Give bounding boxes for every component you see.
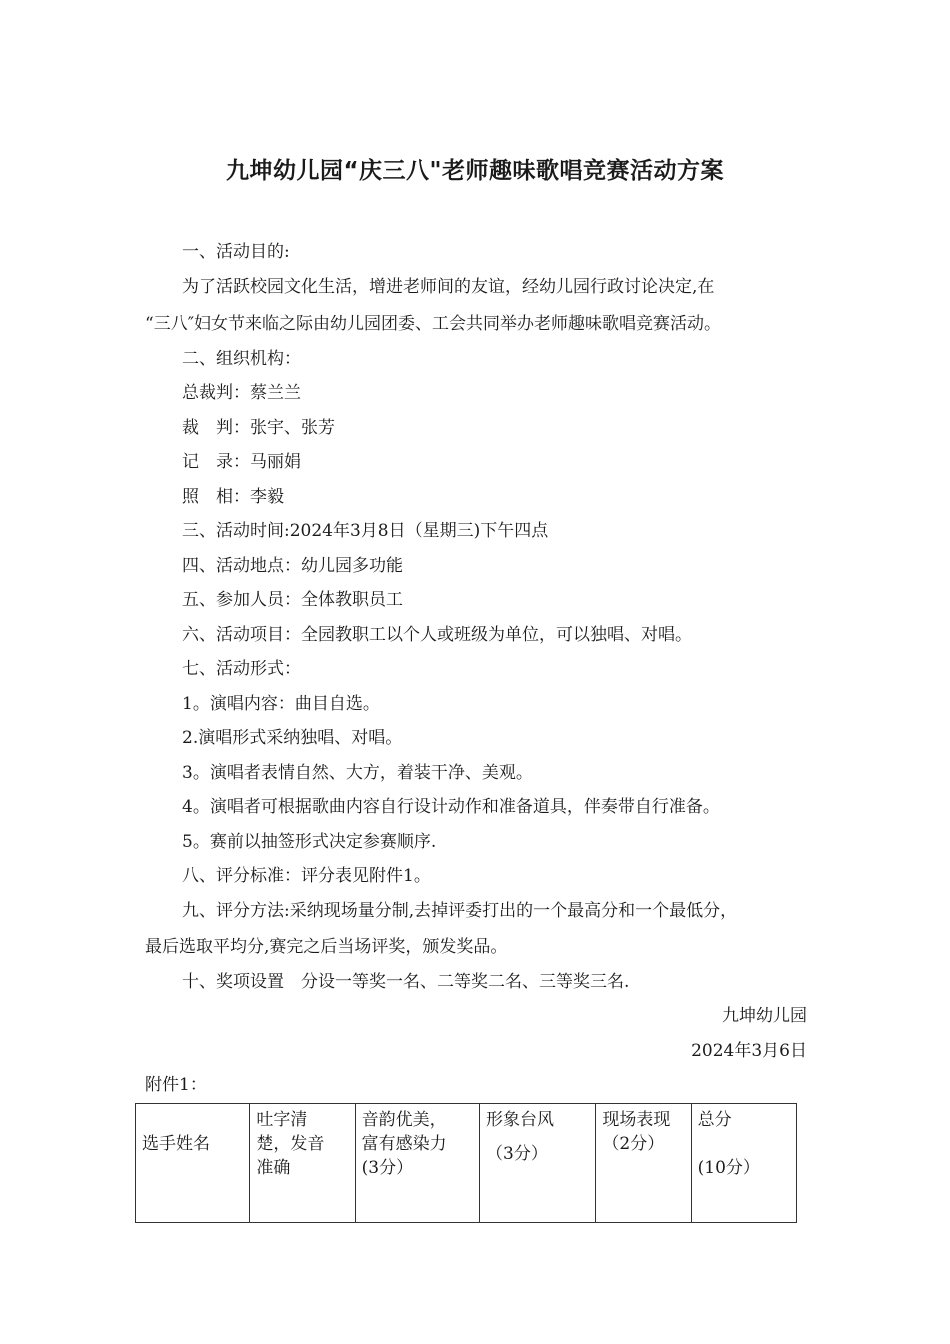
header-live-performance: 现场表现 （2分） bbox=[596, 1104, 691, 1223]
format-item-4: 4。演唱者可根据歌曲内容自行设计动作和准备道具，伴奏带自行准备。 bbox=[182, 797, 720, 817]
format-item-5: 5。赛前以抽签形式决定参赛顺序. bbox=[182, 832, 437, 852]
activity-time: 三、活动时间:2024年3月8日（星期三)下午四点 bbox=[182, 521, 549, 541]
attachment-label: 附件1： bbox=[145, 1075, 207, 1095]
recorder: 记 录：马丽娟 bbox=[182, 452, 301, 472]
format-item-1: 1。演唱内容：曲目自选。 bbox=[182, 694, 380, 714]
section-format-heading: 七、活动形式： bbox=[182, 659, 301, 679]
page-title: 九坤幼儿园“庆三八"老师趣味歌唱竞赛活动方案 bbox=[225, 158, 725, 184]
signature-org: 九坤幼儿园 bbox=[722, 1006, 807, 1026]
header-pronunciation: 吐字清 楚，发音 准确 bbox=[250, 1104, 355, 1223]
scoring-method-1: 九、评分方法:采纳现场量分制,去掉评委打出的一个最高分和一个最低分， bbox=[182, 901, 738, 921]
scoring-standard: 八、评分标准：评分表见附件1。 bbox=[182, 866, 431, 886]
scoring-table bbox=[135, 1103, 797, 1223]
activity-items: 六、活动项目：全园教职工以个人或班级为单位，可以独唱、对唱。 bbox=[182, 625, 692, 645]
format-item-3: 3。演唱者表情自然、大方，着装干净、美观。 bbox=[182, 763, 533, 783]
purpose-text-2: “三八″妇女节来临之际由幼儿园团委、工会共同举办老师趣味歌唱竞赛活动。 bbox=[145, 314, 722, 334]
judges: 裁 判：张宇、张芳 bbox=[182, 418, 335, 438]
section-purpose-heading: 一、活动目的: bbox=[182, 242, 290, 262]
signature-date: 2024年3月6日 bbox=[691, 1041, 807, 1061]
table-header-row bbox=[136, 1104, 797, 1223]
format-item-2: 2.演唱形式采纳独唱、对唱。 bbox=[182, 728, 403, 748]
purpose-text-1: 为了活跃校园文化生活，增进老师间的友谊，经幼儿园行政讨论决定,在 bbox=[182, 277, 715, 297]
section-organization-heading: 二、组织机构： bbox=[182, 349, 301, 369]
photographer: 照 相：李毅 bbox=[182, 487, 284, 507]
chief-judge: 总裁判：蔡兰兰 bbox=[182, 383, 301, 403]
participants: 五、参加人员：全体教职员工 bbox=[182, 590, 403, 610]
header-melody: 音韵优美， 富有感染力 (3分） bbox=[355, 1104, 479, 1223]
header-contestant-name: 选手姓名 bbox=[136, 1104, 250, 1223]
activity-location: 四、活动地点：幼儿园多功能 bbox=[182, 556, 403, 576]
header-total-score: 总分 (10分） bbox=[691, 1104, 796, 1223]
header-stage-presence: 形象台风 （3分） bbox=[480, 1104, 596, 1223]
award-settings: 十、奖项设置 分设一等奖一名、二等奖二名、三等奖三名. bbox=[182, 972, 630, 992]
scoring-method-2: 最后选取平均分,赛完之后当场评奖，颁发奖品。 bbox=[145, 937, 508, 957]
